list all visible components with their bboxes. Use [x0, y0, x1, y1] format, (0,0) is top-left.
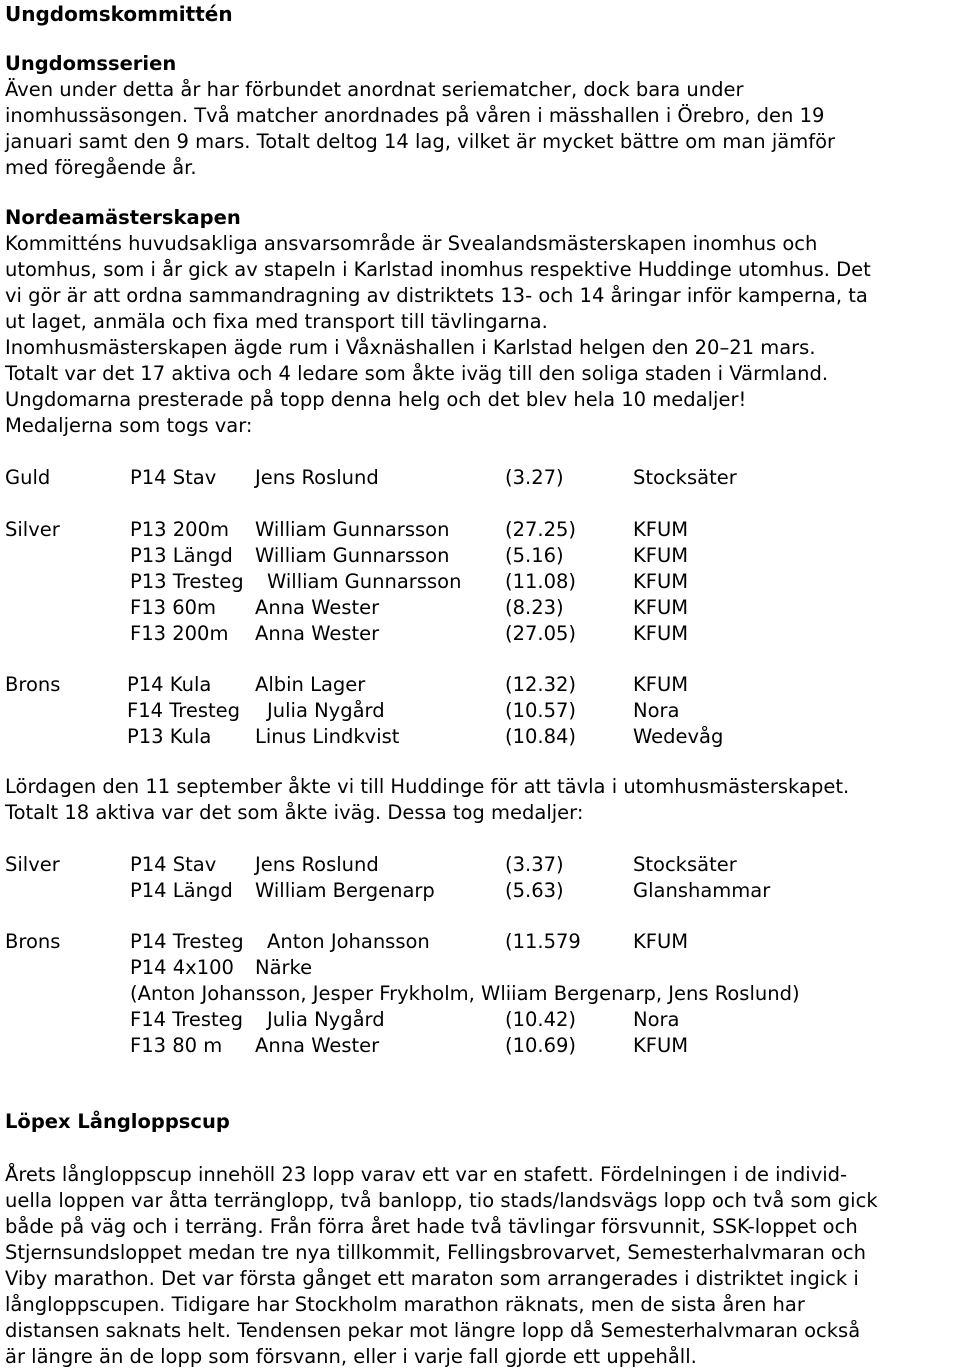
- event: P14 4x100: [130, 956, 234, 979]
- heading-ungdomsserien: Ungdomsserien: [5, 52, 177, 75]
- medal-row: [5, 595, 955, 621]
- medal-row: [5, 878, 955, 904]
- medal-type: Silver: [5, 518, 60, 541]
- club: KFUM: [633, 544, 689, 567]
- paragraph-line: Årets långloppscup innehöll 23 lopp varav ett var en stafett. Fördelningen i de individ-: [5, 1163, 848, 1186]
- athlete-name: Anna Wester: [255, 596, 380, 619]
- paragraph-line: är längre än de lopp som försvann, eller i varje fall gjorde ett uppehåll.: [5, 1345, 697, 1368]
- club: Glanshammar: [633, 879, 771, 902]
- paragraph-line: långloppscupen. Tidigare har Stockholm marathon räknats, men de sista åren har: [5, 1293, 805, 1316]
- event: F14 Tresteg: [127, 699, 241, 722]
- club: KFUM: [633, 1034, 689, 1057]
- section-nordea: [5, 205, 955, 439]
- paragraph-line: inomhussäsongen. Två matcher anordnades på våren i mässhallen i Örebro, den 19: [5, 104, 825, 127]
- event: P14 Tresteg: [130, 930, 244, 953]
- result: (8.23): [505, 596, 564, 619]
- paragraph-line: Även under detta år har förbundet anordnat seriematcher, dock bara under: [5, 78, 744, 101]
- event: F13 200m: [130, 622, 229, 645]
- paragraph-line: uella loppen var åtta terränglopp, två banlopp, tio stads/landsvägs lopp och två som gick: [5, 1189, 878, 1212]
- medal-row: [5, 698, 955, 724]
- medal-row: [5, 1007, 955, 1033]
- paragraph-line: januari samt den 9 mars. Totalt deltog 14 lag, vilket är mycket bättre om man jämför: [5, 130, 836, 153]
- club: Stocksäter: [633, 853, 737, 876]
- athlete-name: William Gunnarsson: [267, 570, 462, 593]
- lopex-paragraph: [5, 1162, 955, 1370]
- heading-lopex: Löpex Långloppscup: [5, 1110, 230, 1133]
- club: Nora: [633, 699, 680, 722]
- club: KFUM: [633, 930, 689, 953]
- relay-members: (Anton Johansson, Jesper Frykholm, Wliiam Bergenarp, Jens Roslund): [130, 982, 800, 1005]
- paragraph-line: Lördagen den 11 september åkte vi till Huddinge för att tävla i utomhusmästerskapet.: [5, 775, 850, 798]
- medal-type: Guld: [5, 466, 51, 489]
- paragraph-line: Totalt 18 aktiva var det som åkte iväg. Dessa tog medaljer:: [5, 801, 584, 824]
- paragraph-line: utomhus, som i år gick av stapeln i Karlstad inomhus respektive Huddinge utomhus. Det: [5, 258, 871, 281]
- athlete-name: Linus Lindkvist: [255, 725, 400, 748]
- athlete-name: Jens Roslund: [255, 853, 379, 876]
- medal-type: Brons: [5, 930, 61, 953]
- event: P14 Stav: [130, 466, 217, 489]
- event: P14 Längd: [130, 879, 233, 902]
- result: (10.57): [505, 699, 577, 722]
- paragraph-line: Medaljerna som togs var:: [5, 414, 253, 437]
- event: P14 Stav: [130, 853, 217, 876]
- team-name: Närke: [255, 956, 313, 979]
- outdoor-intro: [5, 774, 955, 826]
- paragraph-line: Inomhusmästerskapen ägde rum i Våxnäshallen i Karlstad helgen den 20–21 mars.: [5, 336, 816, 359]
- medal-row: [5, 517, 955, 543]
- event: P13 Tresteg: [130, 570, 244, 593]
- outdoor-silver-table: [5, 852, 955, 904]
- medal-row: [5, 465, 955, 491]
- outdoor-brons-table: [5, 929, 955, 1059]
- event: F13 60m: [130, 596, 217, 619]
- club: KFUM: [633, 596, 689, 619]
- event: F14 Tresteg: [130, 1008, 244, 1031]
- event: P13 Längd: [130, 544, 233, 567]
- section-lopex: [5, 1109, 955, 1135]
- result: (10.42): [505, 1008, 577, 1031]
- result: (27.25): [505, 518, 577, 541]
- medal-row: [5, 543, 955, 569]
- indoor-brons-table: [5, 672, 955, 750]
- athlete-name: Anna Wester: [255, 1034, 380, 1057]
- paragraph-line: ut laget, anmäla och fixa med transport till tävlingarna.: [5, 310, 548, 333]
- club: KFUM: [633, 673, 689, 696]
- heading-nordea: Nordeamästerskapen: [5, 206, 241, 229]
- event: P13 200m: [130, 518, 229, 541]
- event: P13 Kula: [127, 725, 212, 748]
- relay-members-row: [5, 981, 955, 1007]
- medal-row: [5, 852, 955, 878]
- indoor-medal-table: [5, 465, 955, 491]
- athlete-name: Julia Nygård: [267, 1008, 385, 1031]
- result: (11.08): [505, 570, 577, 593]
- medal-row: [5, 621, 955, 647]
- paragraph-line: vi gör är att ordna sammandragning av distriktets 13- och 14 åringar inför kamperna, ta: [5, 284, 868, 307]
- club: KFUM: [633, 570, 689, 593]
- athlete-name: Jens Roslund: [255, 466, 379, 489]
- event: P14 Kula: [127, 673, 212, 696]
- medal-row: [5, 672, 955, 698]
- result: (10.84): [505, 725, 577, 748]
- paragraph-line: Stjernsundsloppet medan tre nya tillkommit, Fellingsbrovarvet, Semesterhalvmaran och: [5, 1241, 866, 1264]
- section-ungdomsserien: [5, 51, 955, 181]
- result: (5.63): [505, 879, 564, 902]
- club: KFUM: [633, 622, 689, 645]
- medal-type: Silver: [5, 853, 60, 876]
- paragraph-line: både på väg och i terräng. Från förra året hade två tävlingar försvunnit, SSK-loppet och: [5, 1215, 858, 1238]
- athlete-name: William Gunnarsson: [255, 544, 450, 567]
- result: (12.32): [505, 673, 577, 696]
- medal-row: [5, 1033, 955, 1059]
- result: (3.37): [505, 853, 564, 876]
- indoor-silver-table: [5, 517, 955, 647]
- athlete-name: Anton Johansson: [267, 930, 430, 953]
- club: Nora: [633, 1008, 680, 1031]
- paragraph-line: Ungdomarna presterade på topp denna helg och det blev hela 10 medaljer!: [5, 388, 747, 411]
- athlete-name: Anna Wester: [255, 622, 380, 645]
- paragraph-line: Totalt var det 17 aktiva och 4 ledare som åkte iväg till den soliga staden i Värmland.: [5, 362, 829, 385]
- result: (3.27): [505, 466, 564, 489]
- club: Wedevåg: [633, 725, 724, 748]
- club: KFUM: [633, 518, 689, 541]
- result: (5.16): [505, 544, 564, 567]
- paragraph-line: Viby marathon. Det var första gånget ett maraton som arrangerades i distriktet ingick i: [5, 1267, 859, 1290]
- medal-row: [5, 955, 955, 981]
- athlete-name: William Gunnarsson: [255, 518, 450, 541]
- medal-type: Brons: [5, 673, 61, 696]
- athlete-name: Albin Lager: [255, 673, 366, 696]
- medal-row: [5, 929, 955, 955]
- event: F13 80 m: [130, 1034, 223, 1057]
- medal-row: [5, 569, 955, 595]
- page-title: Ungdomskommittén: [5, 2, 233, 26]
- athlete-name: William Bergenarp: [255, 879, 435, 902]
- medal-row: [5, 724, 955, 750]
- result: (11.579: [505, 930, 581, 953]
- paragraph-line: med föregående år.: [5, 156, 197, 179]
- paragraph-line: Kommitténs huvudsakliga ansvarsområde är Svealandsmästerskapen inomhus och: [5, 232, 818, 255]
- club: Stocksäter: [633, 466, 737, 489]
- result: (27.05): [505, 622, 577, 645]
- athlete-name: Julia Nygård: [267, 699, 385, 722]
- paragraph-line: distansen saknats helt. Tendensen pekar mot längre lopp då Semesterhalvmaran också: [5, 1319, 861, 1342]
- result: (10.69): [505, 1034, 577, 1057]
